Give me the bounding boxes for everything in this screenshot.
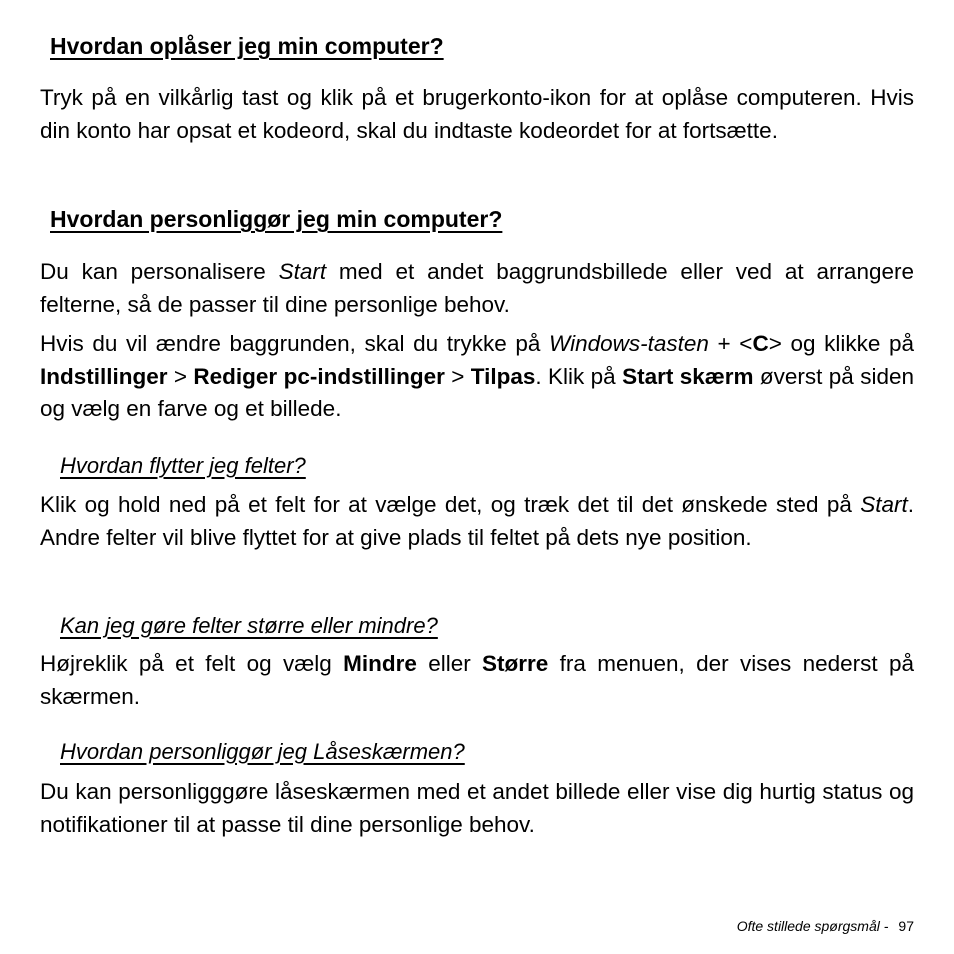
paragraph-resize-tiles: Højreklik på et felt og vælg Mindre eller Større fra menuen, der vises nederst på skærmen. [40, 651, 914, 709]
subheading-move-tiles: Hvordan flytter jeg felter? [60, 453, 306, 478]
page-number: 97 [898, 918, 914, 934]
paragraph-lock-screen: Du kan personligggøre låseskærmen med et andet billede eller vise dig hurtig status og notifikationer til at passe til dine personlige behov. [40, 779, 914, 837]
paragraph-change-background: Hvis du vil ændre baggrunden, skal du trykke på Windows-tasten + <C> og klikke på Indstillinger > Rediger pc-indstillinger > Tilpas. Klik på Start skærm øverst på siden og vælg en farve og et billede. [40, 331, 914, 421]
paragraph-personalize-intro: Du kan personalisere Start med et andet baggrundsbillede eller ved at arrangere felterne, så de passer til dine personlige behov. [40, 259, 914, 317]
page-footer [737, 918, 914, 934]
paragraph-unlock: Tryk på en vilkårlig tast og klik på et brugerkonto-ikon for at oplåse computeren. Hvis din konto har opsat et kodeord, skal du indtaste kodeordet for at fortsætte. [40, 85, 914, 143]
subheading-lock-screen: Hvordan personliggør jeg Låseskærmen? [60, 739, 465, 764]
heading-personalize: Hvordan personliggør jeg min computer? [50, 206, 503, 232]
footer-label: Ofte stillede spørgsmål - [736, 918, 889, 934]
subheading-resize-tiles: Kan jeg gøre felter større eller mindre? [60, 613, 438, 638]
heading-unlock: Hvordan oplåser jeg min computer? [50, 33, 444, 59]
paragraph-move-tiles: Klik og hold ned på et felt for at vælge det, og træk det til det ønskede sted på Start. Andre felter vil blive flyttet for at give plads til feltet på dets nye position. [40, 492, 914, 550]
